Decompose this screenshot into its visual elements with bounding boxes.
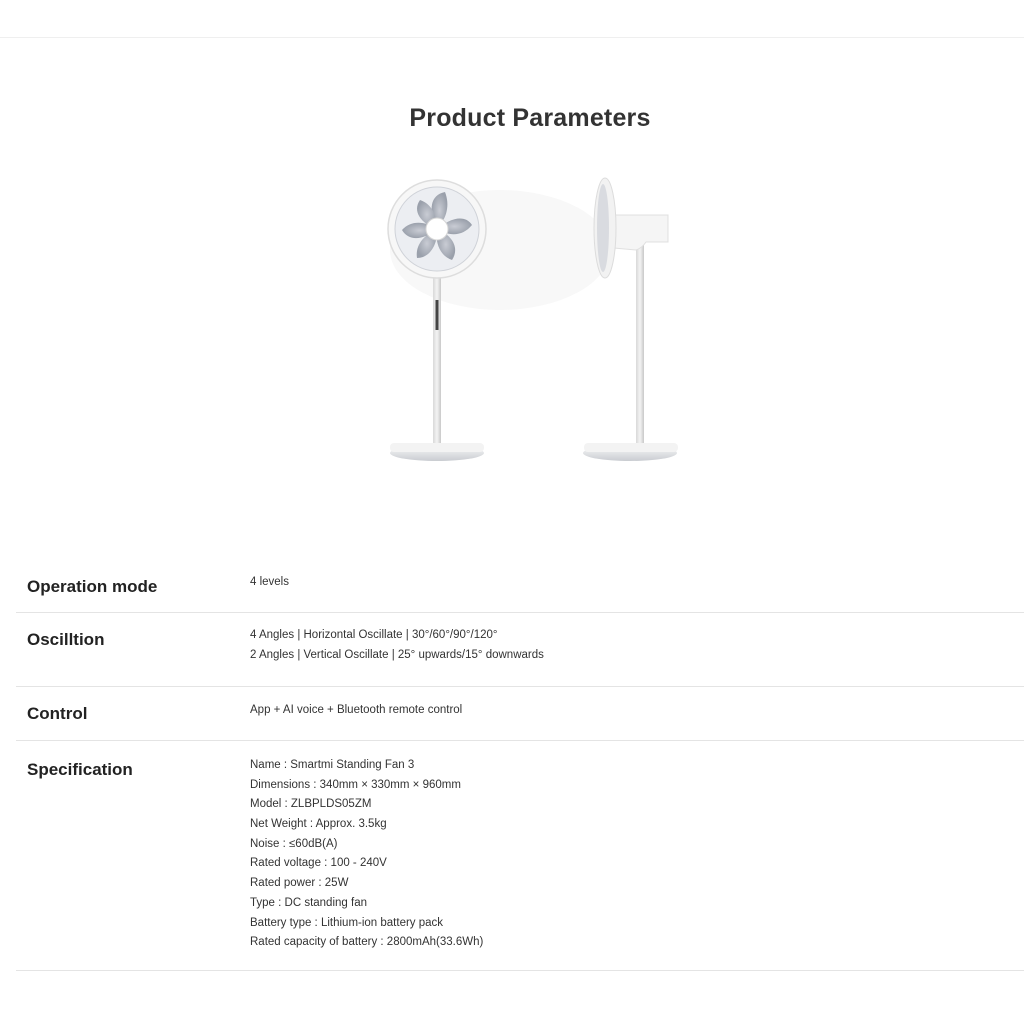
value-line: 2 Angles | Vertical Oscillate | 25° upwards/15° downwards — [250, 648, 544, 661]
value-line: Net Weight : Approx. 3.5kg — [250, 818, 387, 831]
fan-side-view — [583, 178, 678, 461]
value-line: Name : Smartmi Standing Fan 3 — [250, 759, 415, 771]
header-divider — [0, 37, 1024, 38]
row-label: Operation mode — [27, 577, 158, 596]
row-value — [250, 573, 289, 593]
table-row — [16, 687, 1024, 741]
table-row — [16, 741, 1024, 971]
fan-front-view — [388, 180, 486, 461]
row-label: Oscilltion — [27, 630, 105, 649]
value-line: 4 levels — [250, 576, 289, 588]
page-title: Product Parameters — [409, 104, 651, 132]
row-value — [250, 756, 483, 953]
value-line: 4 Angles | Horizontal Oscillate | 30°/60°/90°/120° — [250, 629, 498, 641]
parameter-table — [16, 559, 1024, 971]
value-line: Rated power : 25W — [250, 877, 349, 890]
value-line: Model : ZLBPLDS05ZM — [250, 798, 372, 811]
value-line: App + AI voice + Bluetooth remote control — [250, 704, 463, 716]
row-value — [250, 701, 462, 721]
value-line: Rated capacity of battery : 2800mAh(33.6Wh) — [250, 936, 484, 949]
value-line: Rated voltage : 100 - 240V — [250, 857, 387, 870]
value-line: Noise : ≤60dB(A) — [250, 837, 338, 850]
value-line: Dimensions : 340mm × 330mm × 960mm — [250, 778, 461, 791]
table-row — [16, 613, 1024, 687]
table-row — [16, 559, 1024, 613]
row-label: Specification — [27, 760, 133, 779]
value-line: Type : DC standing fan — [250, 896, 367, 909]
product-image — [250, 170, 730, 470]
row-label: Control — [27, 704, 88, 723]
value-line: Battery type : Lithium-ion battery pack — [250, 916, 444, 929]
row-value — [250, 626, 544, 665]
